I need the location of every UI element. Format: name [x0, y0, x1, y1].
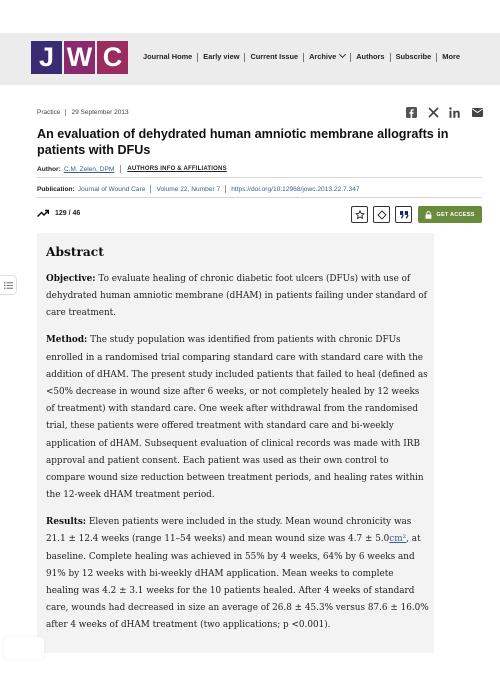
pub-divider: [225, 185, 226, 193]
author-line: [37, 165, 227, 173]
article-meta: [37, 109, 129, 116]
cite-tool-button[interactable]: [373, 206, 390, 223]
site-header: [0, 33, 500, 85]
volume-link[interactable]: Volume 22, Number 7: [156, 185, 221, 193]
list-icon: [4, 282, 13, 289]
article-section: Practice: [37, 109, 61, 116]
author-label-text: Author: [37, 165, 59, 173]
nav-current-issue[interactable]: Current Issue: [250, 52, 299, 61]
nav-journal-home[interactable]: Journal Home: [143, 52, 193, 61]
nav-early-view[interactable]: Early view: [203, 52, 240, 61]
publication-line: [37, 185, 360, 193]
logo-letter-c: C: [97, 41, 128, 74]
doi-link[interactable]: https://doi.org/10.12968/jowc.2013.22.7.347: [231, 185, 360, 193]
facebook-icon[interactable]: [405, 106, 417, 118]
quote-button[interactable]: [395, 206, 412, 223]
divider: [37, 197, 482, 198]
divider: [37, 177, 482, 178]
toc-toggle-button[interactable]: [0, 275, 17, 295]
journal-link[interactable]: Journal of Wound Care: [77, 185, 146, 193]
author-divider: [120, 165, 121, 173]
chevron-down-icon: [339, 51, 346, 58]
abstract-body: [46, 271, 429, 644]
share-bar: [405, 106, 483, 118]
email-icon[interactable]: [471, 106, 483, 118]
author-label: Author:: [37, 165, 61, 173]
meta-divider: [65, 109, 66, 116]
article-metrics[interactable]: [37, 209, 80, 217]
affiliations-link[interactable]: AUTHORS INFO & AFFILIATIONS: [127, 166, 227, 172]
results-label: Results:: [46, 517, 87, 528]
jwc-logo[interactable]: [31, 41, 128, 74]
abstract-results: [46, 514, 429, 634]
publication-label: Publication:: [37, 185, 75, 193]
abstract-section: [37, 233, 434, 653]
nav-archive[interactable]: [304, 52, 350, 62]
pub-divider: [150, 185, 151, 193]
nav-authors[interactable]: Authors: [356, 52, 385, 61]
cm2-link[interactable]: cm²: [389, 534, 407, 545]
metrics-count: 129 / 46: [55, 209, 81, 217]
abstract-method: [46, 332, 429, 504]
nav-archive-label: Archive: [309, 52, 337, 61]
x-icon[interactable]: [427, 106, 439, 118]
get-access-button[interactable]: [418, 206, 482, 223]
lock-icon: [425, 211, 432, 219]
abstract-heading: Abstract: [46, 245, 104, 259]
author-name-link[interactable]: C.M. Zelen, DPM: [63, 165, 115, 173]
results-text-a: Eleven patients were included in the study. Mean wound chronicity was 21.1 ± 12.4 weeks (range 11–54 weeks) and mean wound size was 4.7 ± 5.0: [46, 517, 412, 545]
linkedin-icon[interactable]: [449, 106, 461, 118]
diamond-icon: [377, 210, 387, 220]
abstract-objective: [46, 271, 429, 323]
article-date: 29 September 2013: [71, 109, 129, 116]
logo-letter-w: W: [64, 41, 95, 74]
results-text-b: , at baseline. Complete healing was achieved in 55% by 4 weeks, 64% by 6 weeks and 91% by 12 weeks with bi-weekly dHAM application. Mean weeks to complete healing was 4.2 ± 3.1 weeks for the 10 patients healed. After 4 weeks of standard care, wounds had decreased in size an average of 26.8 ± 45.3% versus 87.6 ± 16.0% after 4 weeks of dHAM treatment (two applications; p <0.001).: [46, 534, 429, 631]
favorite-button[interactable]: [351, 206, 368, 223]
trending-up-icon: [37, 209, 49, 217]
objective-text: To evaluate healing of chronic diabetic foot ulcers (DFUs) with use of dehydrated human amniotic membrane (dHAM) in patients failing under standard of care treatment.: [46, 274, 427, 319]
logo-letter-j: J: [31, 41, 62, 74]
nav-more[interactable]: More: [442, 52, 460, 61]
article-title: An evaluation of dehydrated human amniotic membrane allografts in patients with DFUs: [37, 127, 449, 157]
objective-label: Objective:: [46, 274, 96, 284]
main-nav: [143, 52, 465, 62]
quote-icon: [399, 210, 409, 219]
star-icon: [355, 210, 365, 220]
method-text: The study population was identified from patients with chronic DFUs enrolled in a randomised trial comparing standard care with standard care with the addition of dHAM. The present study included patients that failed to heal (defined as <50% decrease in wound size after 6 weeks, or not completely healed by 12 weeks of treatment) with standard care. One week after withdrawal from the randomised trial, these patients were offered treatment with standard care and bi-weekly application of dHAM. Subsequent evaluation of clinical records was made with IRB approval and patient consent. Each patient was used as their own control to compare wound size reduction between treatment periods, and healing rates within the 12-week dHAM treatment period.: [46, 335, 428, 501]
method-label: Method:: [46, 335, 88, 346]
publication-label-text: Publication: [37, 185, 73, 193]
article-tools: [351, 206, 412, 223]
get-access-label: GET ACCESS: [436, 211, 475, 218]
nav-subscribe[interactable]: Subscribe: [395, 52, 432, 61]
corner-widget[interactable]: [4, 637, 44, 659]
